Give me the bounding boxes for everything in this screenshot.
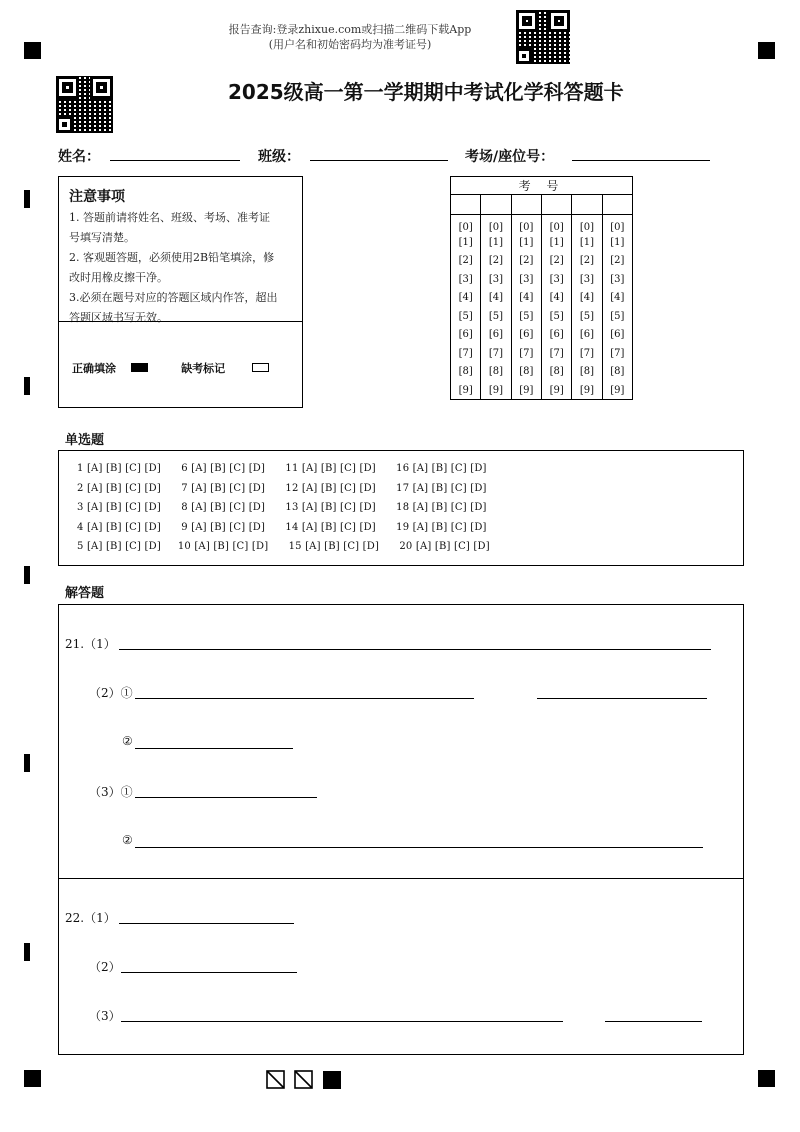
exam-number-bubble[interactable]: [3] — [451, 270, 481, 289]
exam-number-bubble[interactable]: [6] — [572, 326, 602, 345]
exam-number-bubble[interactable]: [3] — [541, 270, 571, 289]
exam-number-bubble[interactable]: [0] — [451, 215, 481, 234]
q22-part1-answer-line[interactable] — [119, 923, 294, 924]
q22-part3-answer-line-b[interactable] — [605, 1021, 702, 1022]
exam-number-bubble[interactable]: [1] — [451, 233, 481, 252]
exam-number-write-cell[interactable] — [451, 195, 481, 215]
exam-number-bubble[interactable]: [6] — [481, 326, 511, 345]
q21-part3-answer-line[interactable] — [135, 797, 317, 798]
notice-item: 改时用橡皮擦干净。 — [69, 271, 168, 284]
exam-number-write-cell[interactable] — [511, 195, 541, 215]
correct-fill-label: 正确填涂 — [72, 362, 116, 375]
exam-number-bubble[interactable]: [9] — [541, 381, 571, 400]
exam-number-bubble[interactable]: [8] — [451, 363, 481, 382]
q21-part2-label: （2）① — [89, 686, 133, 700]
exam-number-bubble[interactable]: [0] — [481, 215, 511, 234]
timing-mark — [24, 943, 30, 961]
q21-part2b-answer-line[interactable] — [135, 748, 293, 749]
exam-number-bubble[interactable]: [7] — [610, 347, 625, 359]
exam-number-bubble[interactable]: [8] — [511, 363, 541, 382]
exam-number-bubble[interactable]: [6] — [541, 326, 571, 345]
exam-number-bubble[interactable]: [0] — [572, 215, 602, 234]
room-seat-label: 考场/座位号： — [465, 149, 555, 165]
exam-number-bubble[interactable]: [3] — [511, 270, 541, 289]
q21-part3b-answer-line[interactable] — [135, 847, 703, 848]
exam-number-bubble[interactable]: [4] — [481, 289, 511, 308]
exam-number-bubble[interactable]: [1] — [610, 236, 625, 248]
exam-number-bubble[interactable]: [5] — [610, 310, 625, 322]
exam-number-bubble[interactable]: [5] — [541, 307, 571, 326]
mc-row[interactable]: 5 [A] [B] [C] [D] 10 [A] [B] [C] [D] 15 [A] [B] [C] [D] 20 [A] [B] [C] [D] — [77, 541, 490, 552]
exam-number-bubble[interactable]: [3] — [481, 270, 511, 289]
q21-part1-label: 21.（1） — [65, 637, 116, 651]
q21-part2-answer-line-a[interactable] — [135, 698, 474, 699]
notice-box — [58, 176, 303, 408]
exam-number-bubble[interactable]: [6] — [451, 326, 481, 345]
exam-number-bubble[interactable]: [6] — [610, 329, 625, 341]
exam-number-bubble[interactable]: [6] — [511, 326, 541, 345]
exam-number-bubble[interactable]: [4] — [511, 289, 541, 308]
exam-number-write-cell[interactable] — [602, 195, 632, 215]
mc-box — [58, 450, 744, 566]
exam-number-bubble[interactable]: [4] — [541, 289, 571, 308]
page-title: 2025级高一第一学期期中考试化学科答题卡 — [228, 80, 624, 104]
exam-number-bubble[interactable]: [9] — [451, 381, 481, 400]
correct-fill-sample — [131, 363, 148, 372]
exam-number-bubble[interactable]: [7] — [572, 344, 602, 363]
exam-number-bubble[interactable]: [7] — [451, 344, 481, 363]
filled-box-icon — [323, 1071, 341, 1089]
timing-mark — [24, 377, 30, 395]
exam-number-write-cell[interactable] — [481, 195, 511, 215]
exam-number-bubble[interactable]: [5] — [451, 307, 481, 326]
notice-item: 号填写清楚。 — [69, 231, 135, 244]
timing-mark — [24, 566, 30, 584]
qr-code-icon — [516, 10, 570, 64]
name-label: 姓名： — [58, 149, 100, 165]
exam-number-bubble[interactable]: [2] — [481, 252, 511, 271]
absent-mark-checkbox[interactable] — [252, 363, 269, 372]
room-seat-field[interactable] — [572, 160, 710, 161]
exam-number-bubble[interactable]: [9] — [481, 381, 511, 400]
q21-part1-answer-line[interactable] — [119, 649, 711, 650]
question-divider — [59, 878, 743, 879]
exam-number-bubble[interactable]: [5] — [572, 307, 602, 326]
page-code-marks — [266, 1070, 346, 1090]
exam-number-bubble[interactable]: [8] — [610, 366, 625, 378]
exam-number-bubble[interactable]: [2] — [451, 252, 481, 271]
exam-number-bubble[interactable]: [2] — [610, 255, 625, 267]
exam-number-bubble[interactable]: [0] — [511, 215, 541, 234]
exam-number-grid — [450, 176, 633, 400]
exam-number-bubble[interactable]: [4] — [572, 289, 602, 308]
exam-number-bubble[interactable]: [5] — [481, 307, 511, 326]
exam-number-write-cell[interactable] — [572, 195, 602, 215]
exam-number-bubble[interactable]: [4] — [451, 289, 481, 308]
absent-mark-label: 缺考标记 — [181, 362, 226, 375]
exam-number-bubble[interactable]: [4] — [610, 292, 625, 304]
exam-number-bubble[interactable]: [7] — [541, 344, 571, 363]
notice-item: 答题区域书写无效。 — [69, 311, 168, 324]
q21-part3b-label: ② — [122, 833, 133, 847]
exam-number-bubble[interactable]: [7] — [511, 344, 541, 363]
qr-code-icon — [56, 76, 113, 133]
mc-row[interactable]: 2 [A] [B] [C] [D] 7 [A] [B] [C] [D] 12 [A] [B] [C] [D] 17 [A] [B] [C] [D] — [77, 482, 487, 494]
exam-number-bubble[interactable]: [9] — [610, 384, 625, 396]
exam-number-bubble[interactable]: [1] — [481, 233, 511, 252]
exam-number-bubble[interactable]: [8] — [572, 363, 602, 382]
timing-mark — [24, 190, 30, 208]
q21-part3-label: （3）① — [89, 785, 133, 799]
exam-number-bubble[interactable]: [8] — [481, 363, 511, 382]
exam-number-bubble[interactable]: [8] — [541, 363, 571, 382]
registration-mark-bottom-right — [758, 1070, 775, 1087]
q21-part2-answer-line-b[interactable] — [537, 698, 707, 699]
exam-number-bubble[interactable]: [2] — [541, 252, 571, 271]
slash-box-icon — [295, 1071, 312, 1088]
exam-number-bubble[interactable]: [7] — [481, 344, 511, 363]
class-field[interactable] — [310, 160, 448, 161]
exam-number-bubble[interactable]: [5] — [511, 307, 541, 326]
q22-part2-answer-line[interactable] — [121, 972, 297, 973]
exam-number-bubble[interactable]: [2] — [572, 252, 602, 271]
exam-number-bubble[interactable]: [3] — [572, 270, 602, 289]
mc-row[interactable]: 3 [A] [B] [C] [D] 8 [A] [B] [C] [D] 13 [A] [B] [C] [D] 18 [A] [B] [C] [D] — [77, 502, 487, 513]
answer-box — [58, 604, 744, 1055]
registration-mark-top-right — [758, 42, 775, 59]
exam-number-bubble[interactable]: [0] — [610, 221, 625, 233]
exam-number-bubble[interactable]: [1] — [541, 233, 571, 252]
exam-number-bubble[interactable]: [2] — [511, 252, 541, 271]
report-line-1: 报告查询:登录zhixue.com或扫描二维码下载App — [228, 23, 472, 36]
name-field[interactable] — [110, 160, 240, 161]
exam-number-header: 考 号 — [451, 177, 633, 195]
report-info — [200, 22, 500, 52]
exam-number-bubble[interactable]: [1] — [511, 233, 541, 252]
class-label: 班级： — [258, 149, 300, 165]
notice-item: 1. 答题前请将姓名、班级、考场、准考证 — [69, 211, 270, 224]
exam-number-bubble[interactable]: [9] — [511, 381, 541, 400]
exam-number-bubbles — [451, 215, 633, 400]
registration-mark-top-left — [24, 42, 41, 59]
q22-part1-label: 22.（1） — [65, 911, 116, 925]
exam-number-bubble[interactable]: [1] — [572, 233, 602, 252]
mc-row[interactable]: 1 [A] [B] [C] [D] 6 [A] [B] [C] [D] 11 [A] [B] [C] [D] 16 [A] [B] [C] [D] — [77, 463, 487, 474]
exam-number-bubble[interactable]: [0] — [541, 215, 571, 234]
q22-part3-label: （3） — [89, 1009, 121, 1023]
exam-number-bubble[interactable]: [9] — [572, 381, 602, 400]
q22-part3-answer-line-a[interactable] — [121, 1021, 563, 1022]
mc-row[interactable]: 4 [A] [B] [C] [D] 9 [A] [B] [C] [D] 14 [A] [B] [C] [D] 19 [A] [B] [C] [D] — [77, 521, 487, 533]
slash-box-icon — [267, 1071, 284, 1088]
q22-part2-label: （2） — [89, 960, 121, 974]
notice-item: 3.必须在题号对应的答题区域内作答，超出 — [69, 291, 278, 304]
answer-section-title: 解答题 — [65, 586, 105, 601]
q21-part2b-label: ② — [122, 734, 133, 748]
exam-number-bubble[interactable]: [3] — [610, 273, 625, 285]
mc-section-title: 单选题 — [65, 433, 105, 448]
notice-item: 2. 客观题答题，必须使用2B铅笔填涂，修 — [69, 251, 275, 264]
notice-title: 注意事项 — [69, 189, 125, 205]
exam-number-write-cell[interactable] — [541, 195, 571, 215]
timing-mark — [24, 754, 30, 772]
report-line-2: (用户名和初始密码均为准考证号) — [268, 38, 432, 51]
registration-mark-bottom-left — [24, 1070, 41, 1087]
